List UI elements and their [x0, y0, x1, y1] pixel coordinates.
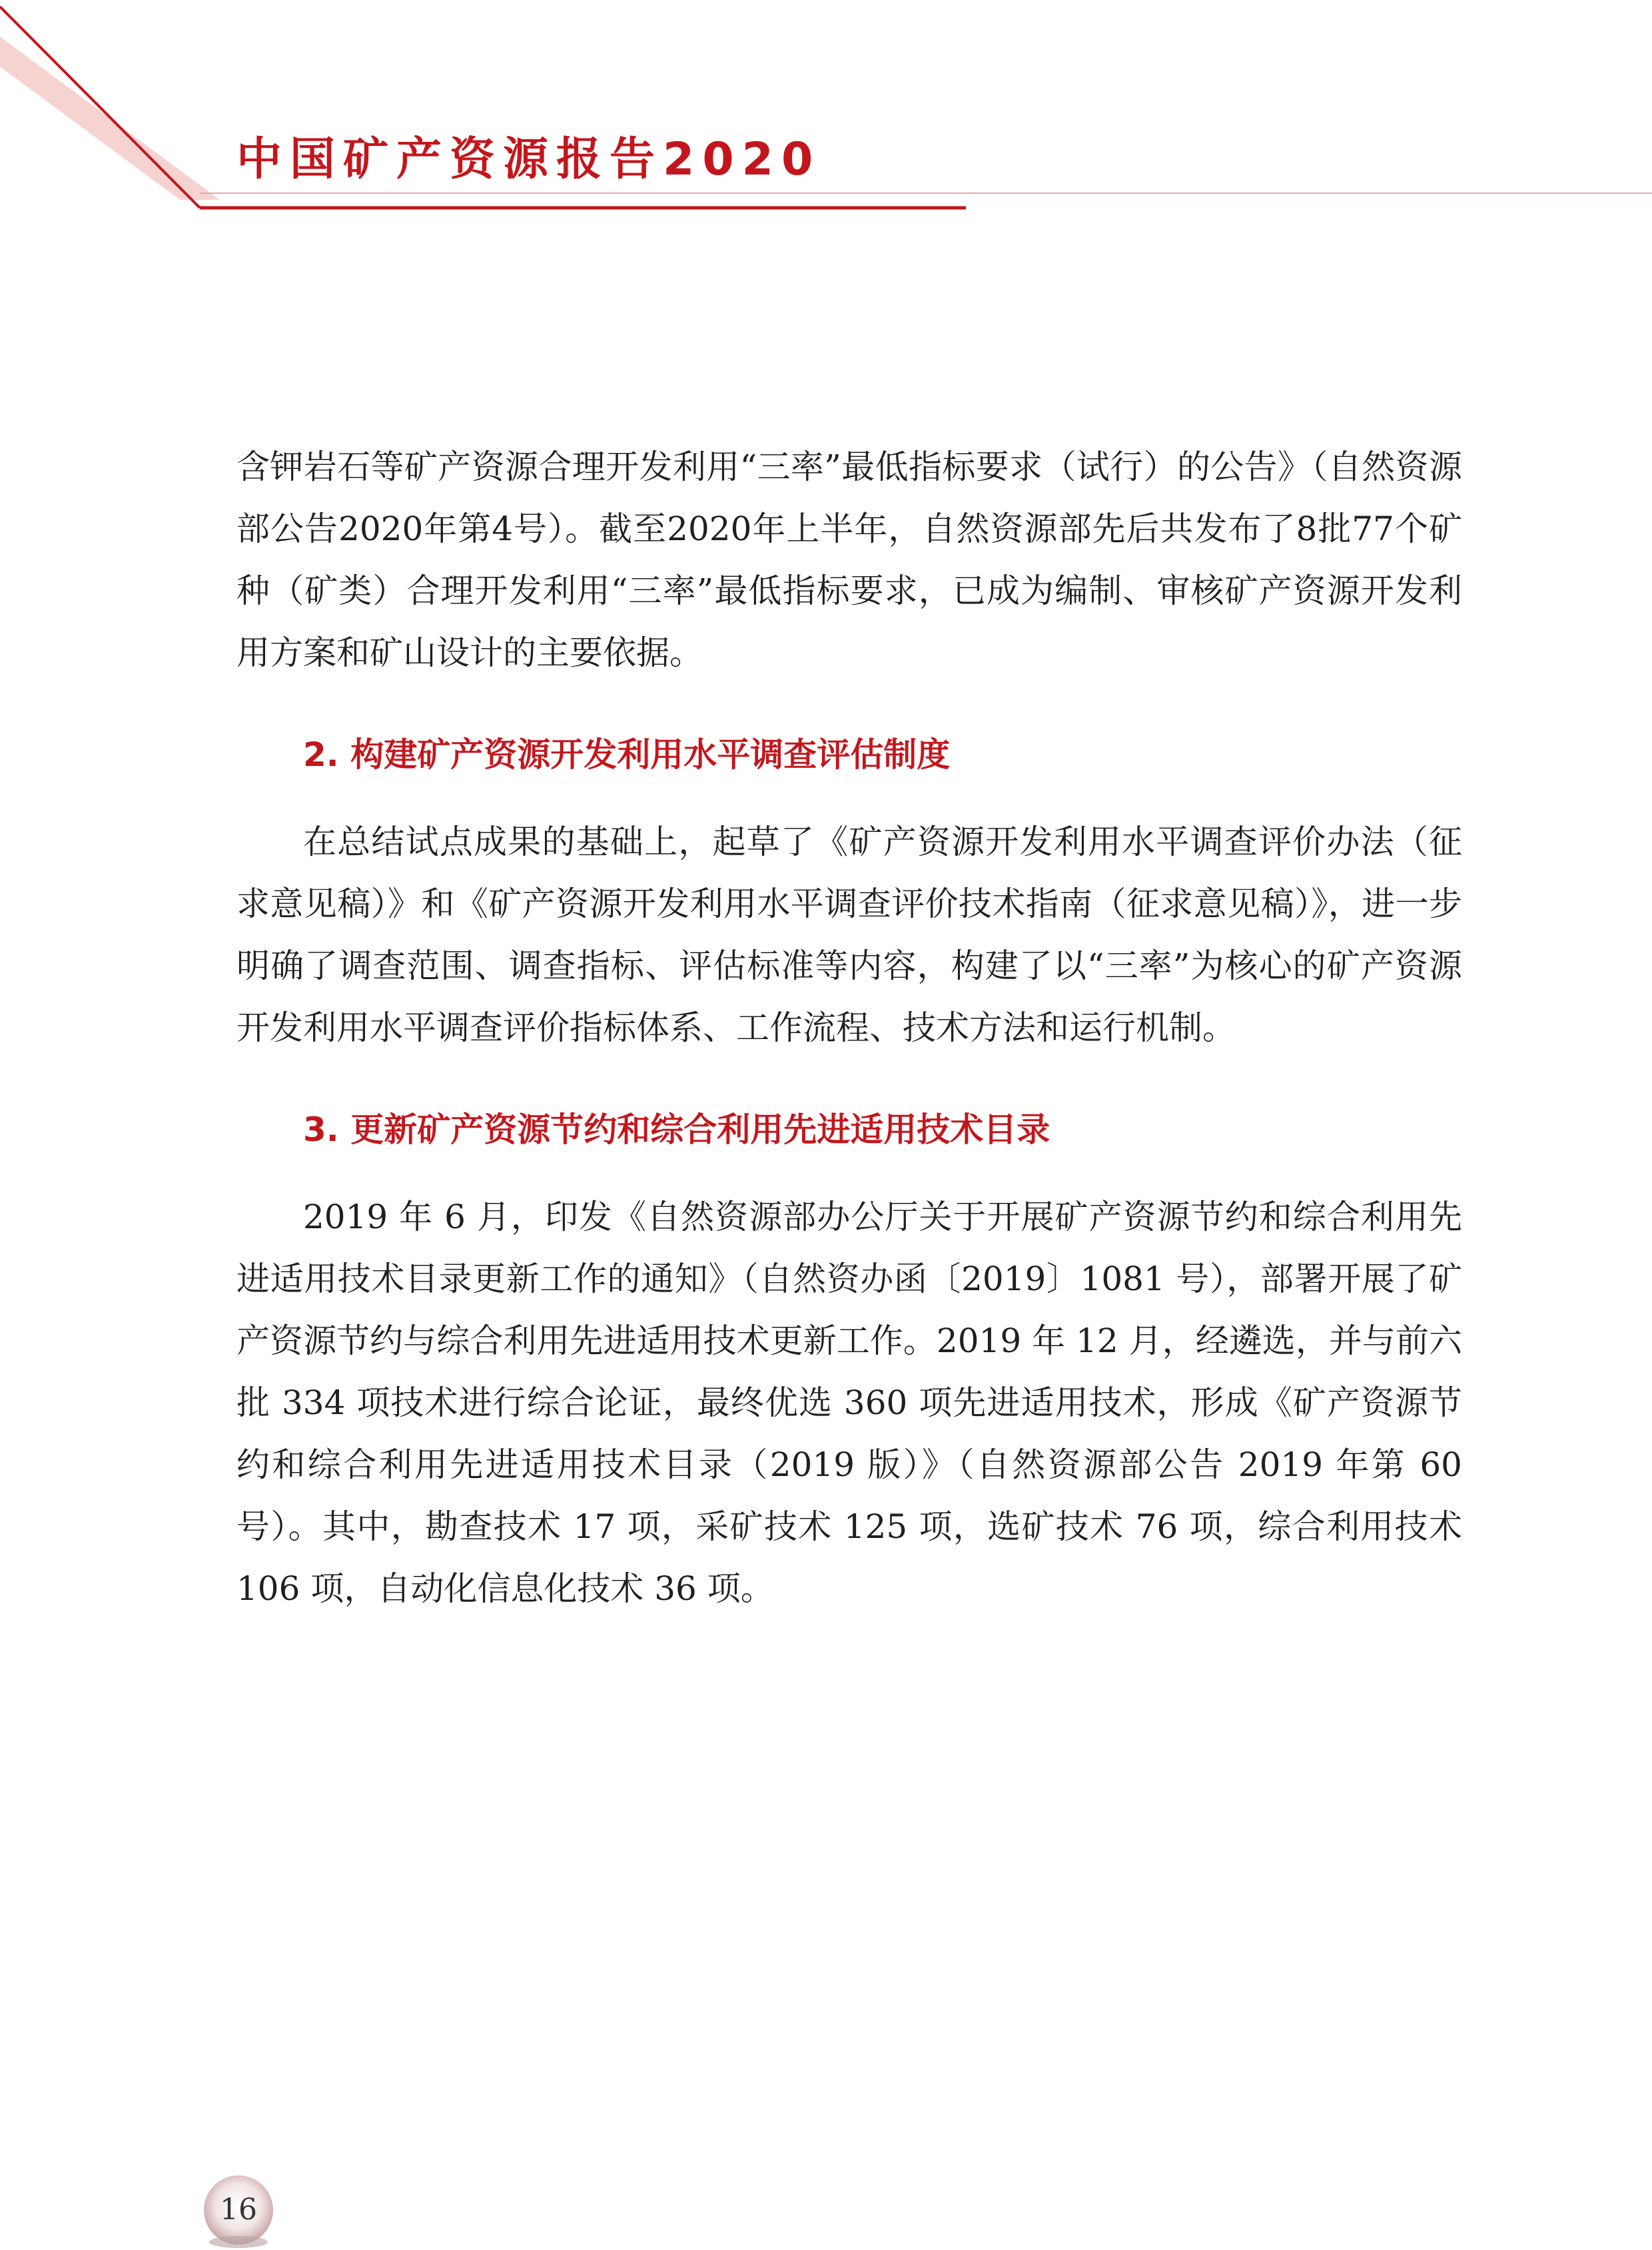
header-decoration	[0, 0, 1652, 226]
section-heading-2: 2. 构建矿产资源开发利用水平调查评估制度	[303, 735, 951, 774]
header-diagonal-line	[0, 7, 200, 208]
section-3-paragraph: 2019 年 6 月，印发《自然资源部办公厅关于开展矿产资源节约和综合利用先进适用技术目录更新工作的通知》（自然资办函〔2019〕1081 号），部署开展了矿产资源节约与综合利用先进适用技术更新工作。2019 年 12 月，经遴选，并与前六批 334 项技术进行综合论证，最终优选 360 项先进适用技术，形成《矿产资源节约和综合利用先进适用技术目录（2019 版）》（自然资源部公告 2019 年第 60 号）。其中，勘查技术 17 项，采矿技术 125 项，选矿技术 76 项，综合利用技术 106 项，自动化信息化技术 36 项。	[236, 1198, 1462, 1608]
paragraph-intro: 含钾岩石等矿产资源合理开发利用“三率”最低指标要求（试行）的公告》（自然资源部公告2020年第4号）。截至2020年上半年，自然资源部先后共发布了8批77个矿种（矿类）合理开发利用“三率”最低指标要求，已成为编制、审核矿产资源开发利用方案和矿山设计的主要依据。	[236, 448, 1462, 672]
header-title: 中国矿产资源报告2020	[236, 133, 821, 186]
section-heading-3: 3. 更新矿产资源节约和综合利用先进适用技术目录	[303, 1110, 1050, 1149]
section-2-paragraph: 在总结试点成果的基础上，起草了《矿产资源开发利用水平调查评价办法（征求意见稿）》和《矿产资源开发利用水平调查评价技术指南（征求意见稿）》，进一步明确了调查范围、调查指标、评估标准等内容，构建了以“三率”为核心的矿产资源开发利用水平调查评价指标体系、工作流程、技术方法和运行机制。	[236, 823, 1462, 1047]
main-content	[236, 436, 1462, 1620]
page-number: 16	[220, 2193, 257, 2227]
